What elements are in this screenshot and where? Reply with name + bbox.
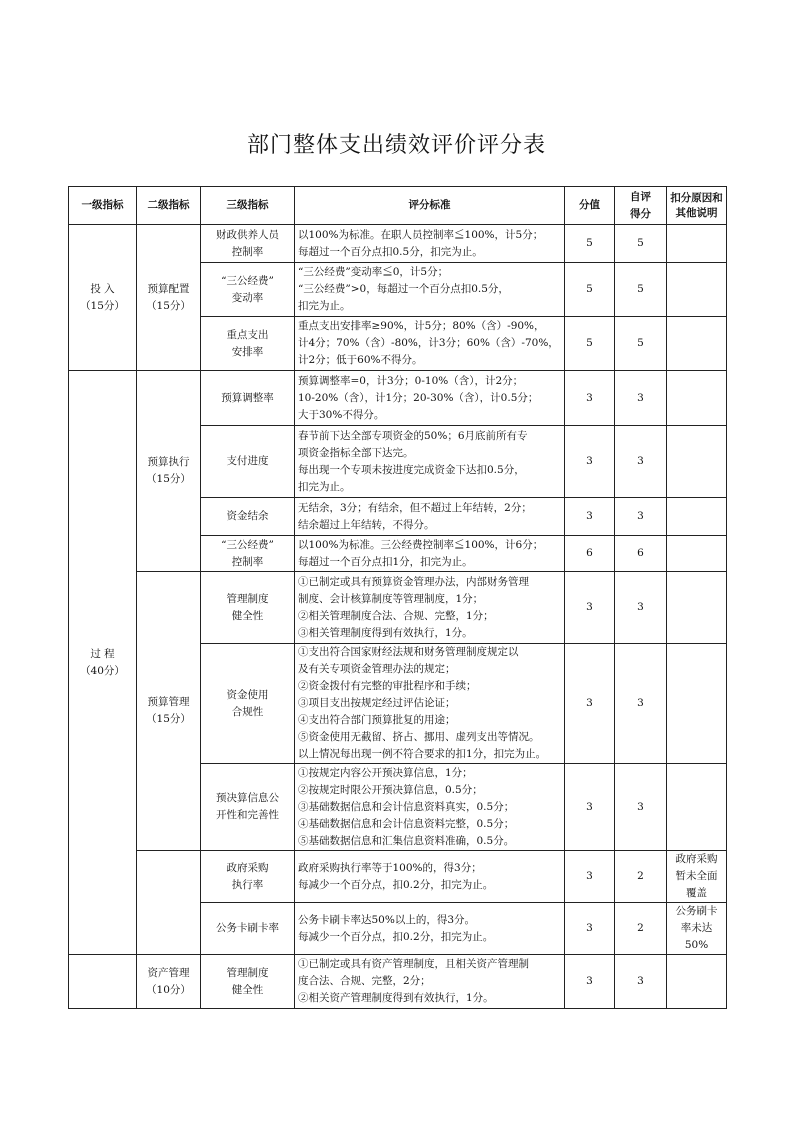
note-cell [667, 263, 727, 317]
score-cell: 3 [565, 572, 615, 644]
self-score-cell: 2 [615, 851, 667, 903]
self-score-cell: 3 [615, 572, 667, 644]
table-row [69, 851, 727, 903]
note-cell [667, 955, 727, 1009]
note-cell [667, 572, 727, 644]
header-self-score: 自评 得分 [615, 187, 667, 225]
self-score-cell: 5 [615, 225, 667, 263]
level3-cell: 公务卡刷卡率 [201, 903, 295, 955]
score-cell: 3 [565, 644, 615, 764]
note-cell [667, 371, 727, 426]
note-cell [667, 644, 727, 764]
level1-blank [69, 955, 137, 1009]
self-score-cell: 5 [615, 263, 667, 317]
score-cell: 5 [565, 317, 615, 371]
self-score-cell: 3 [615, 426, 667, 498]
level3-cell: 财政供养人员 控制率 [201, 225, 295, 263]
self-score-cell: 3 [615, 644, 667, 764]
level3-cell: 重点支出 安排率 [201, 317, 295, 371]
level1-input: 投 入 （15分） [69, 225, 137, 371]
score-cell: 6 [565, 536, 615, 572]
score-cell: 3 [565, 903, 615, 955]
level3-cell: 预决算信息公 开性和完善性 [201, 764, 295, 851]
score-cell: 3 [565, 498, 615, 536]
level2-blank [137, 851, 201, 955]
criteria-cell: 以100%为标准。在职人员控制率≦100%，计5分； 每超过一个百分点扣0.5分，扣完为止。 [295, 225, 565, 263]
note-cell [667, 317, 727, 371]
criteria-cell: 以100%为标准。三公经费控制率≦100%，计6分； 每超过一个百分点扣1分，扣完为止。 [295, 536, 565, 572]
note-cell [667, 498, 727, 536]
header-notes: 扣分原因和 其他说明 [667, 187, 727, 225]
criteria-cell: 公务卡刷卡率达50%以上的，得3分。 每减少一个百分点，扣0.2分，扣完为止。 [295, 903, 565, 955]
level3-cell: 管理制度 健全性 [201, 572, 295, 644]
level3-cell: 政府采购 执行率 [201, 851, 295, 903]
header-criteria: 评分标准 [295, 187, 565, 225]
score-cell: 3 [565, 851, 615, 903]
score-cell: 3 [565, 955, 615, 1009]
self-score-cell: 5 [615, 317, 667, 371]
level3-cell: 管理制度 健全性 [201, 955, 295, 1009]
level2-budget-allocation: 预算配置 （15分） [137, 225, 201, 371]
level3-cell: “三公经费” 变动率 [201, 263, 295, 317]
criteria-cell: “三公经费”变动率≦0，计5分； “三公经费”>0，每超过一个百分点扣0.5分， 扣完为止。 [295, 263, 565, 317]
self-score-cell: 3 [615, 955, 667, 1009]
header-level3: 三级指标 [201, 187, 295, 225]
score-cell: 3 [565, 426, 615, 498]
criteria-cell: 政府采购执行率等于100%的，得3分； 每减少一个百分点，扣0.2分，扣完为止。 [295, 851, 565, 903]
score-cell: 5 [565, 263, 615, 317]
self-score-cell: 3 [615, 371, 667, 426]
table-row [69, 955, 727, 1009]
note-cell: 政府采购 暂未全面 覆盖 [667, 851, 727, 903]
score-cell: 5 [565, 225, 615, 263]
criteria-cell: 无结余，3分；有结余，但不超过上年结转，2分； 结余超过上年结转，不得分。 [295, 498, 565, 536]
self-score-cell: 3 [615, 764, 667, 851]
criteria-cell: ①支出符合国家财经法规和财务管理制度规定以 及有关专项资金管理办法的规定； ②资金拨付有完整的审批程序和手续； ③项目支出按规定经过评估论证； ④支出符合部门预算批复的用途； ⑤资金使用无截留、挤占、挪用、虚列支出等情况。 以上情况每出现一例不符合要求的扣1分，扣完为止。 [295, 644, 565, 764]
table-row [69, 225, 727, 263]
level2-asset-management: 资产管理 （10分） [137, 955, 201, 1009]
level3-cell: 资金使用 合规性 [201, 644, 295, 764]
note-cell [667, 764, 727, 851]
table-row [69, 572, 727, 644]
self-score-cell: 6 [615, 536, 667, 572]
self-score-cell: 3 [615, 498, 667, 536]
note-cell: 公务刷卡 率未达50% [667, 903, 727, 955]
header-level1: 一级指标 [69, 187, 137, 225]
table-row [69, 371, 727, 426]
header-score: 分值 [565, 187, 615, 225]
criteria-cell: 重点支出安排率≥90%，计5分；80%（含）-90%， 计4分；70%（含）-80%，计3分；60%（含）-70%， 计2分；低于60%不得分。 [295, 317, 565, 371]
level3-cell: 资金结余 [201, 498, 295, 536]
level2-budget-management: 预算管理 （15分） [137, 572, 201, 851]
level3-cell: “三公经费” 控制率 [201, 536, 295, 572]
score-table [68, 186, 727, 1009]
criteria-cell: 预算调整率=0，计3分；0-10%（含），计2分； 10-20%（含），计1分；20-30%（含），计0.5分； 大于30%不得分。 [295, 371, 565, 426]
level3-cell: 支付进度 [201, 426, 295, 498]
score-cell: 3 [565, 764, 615, 851]
level2-budget-execution: 预算执行 （15分） [137, 371, 201, 572]
score-cell: 3 [565, 371, 615, 426]
self-score-cell: 2 [615, 903, 667, 955]
header-row [69, 187, 727, 225]
level1-process: 过 程 （40分） [69, 371, 137, 955]
header-level2: 二级指标 [137, 187, 201, 225]
page-title: 部门整体支出绩效评价评分表 [246, 133, 546, 158]
level3-cell: 预算调整率 [201, 371, 295, 426]
criteria-cell: ①已制定或具有预算资金管理办法，内部财务管理 制度、会计核算制度等管理制度，1分； ②相关管理制度合法、合规、完整，1分； ③相关管理制度得到有效执行，1分。 [295, 572, 565, 644]
note-cell [667, 426, 727, 498]
criteria-cell: 春节前下达全部专项资金的50%；6月底前所有专 项资金指标全部下达完。 每出现一个专项未按进度完成资金下达扣0.5分， 扣完为止。 [295, 426, 565, 498]
note-cell [667, 225, 727, 263]
criteria-cell: ①已制定或具有资产管理制度，且相关资产管理制 度合法、合规、完整，2分； ②相关资产管理制度得到有效执行，1分。 [295, 955, 565, 1009]
criteria-cell: ①按规定内容公开预决算信息，1分； ②按规定时限公开预决算信息，0.5分； ③基础数据信息和会计信息资料真实，0.5分； ④基础数据信息和会计信息资料完整，0.5分； ⑤基础数据信息和汇集信息资料准确，0.5分。 [295, 764, 565, 851]
note-cell [667, 536, 727, 572]
